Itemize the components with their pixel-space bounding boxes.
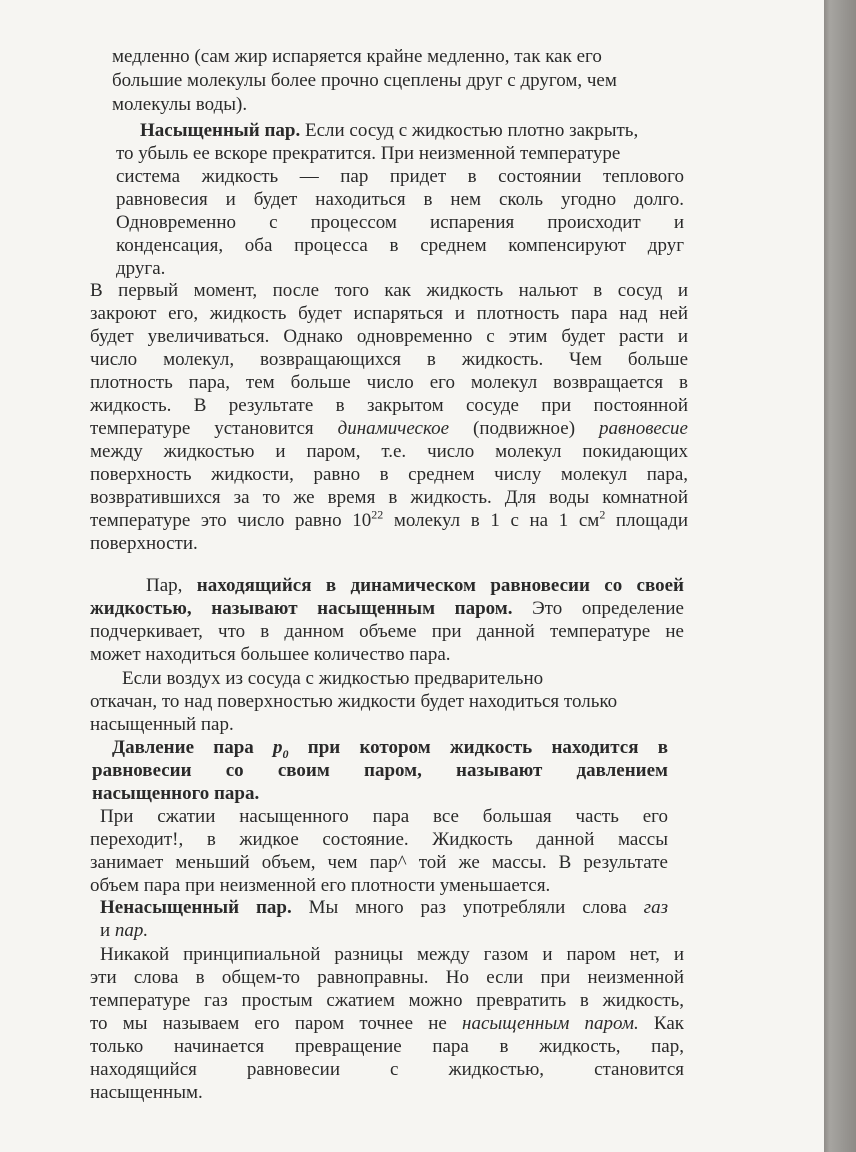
text-line: находящийся равновесии с жидкостью, становится (90, 1059, 684, 1080)
text-line: насыщенный пар. (90, 714, 234, 735)
text-line: поверхности. (90, 533, 198, 554)
text-line: занимает меньший объем, чем пар^ той же массы. В результате (90, 852, 668, 873)
text-line: друга. (116, 258, 166, 279)
text-line: жидкостью, называют насыщенным паром. Это определение (90, 598, 684, 619)
text-line: При сжатии насыщенного пара все большая часть его (100, 806, 668, 827)
text-line: число молекул, возвращающихся в жидкость. Чем больше (90, 349, 688, 370)
section-heading: Насыщенный пар. (140, 120, 301, 141)
text-line: эти слова в общем-то равноправны. Но если при неизменной (90, 967, 684, 988)
text-line: температуре газ простым сжатием можно превратить в жидкость, (90, 990, 684, 1011)
text-line: молекулы воды). (112, 94, 248, 115)
text-line: плотность пара, тем больше число его молекул возвращается в (90, 372, 688, 393)
text-line: Пар, находящийся в динамическом равновесии со своей (146, 575, 684, 596)
text-line: может находиться большее количество пара. (90, 644, 451, 665)
text-line: температуре это число равно $10^{22}$ молекул в 1 с на 1 $см^2$ площади (90, 507, 688, 531)
text-line: то мы называем его паром точнее не насыщенным паром. Как (90, 1013, 684, 1034)
text-line: то убыль ее вскоре прекратится. При неизменной температуре (116, 143, 621, 164)
text-line: равновесия и будет находиться в нем сколь угодно долго. (116, 189, 684, 210)
scanner-edge (824, 0, 856, 1152)
text-line: Давление пара $p_0$ при котором жидкость находится в (112, 737, 668, 761)
text-line: будет увеличиваться. Однако одновременно с этим будет расти и (90, 326, 688, 347)
text-line: откачан, то над поверхностью жидкости будет находиться только (90, 691, 618, 712)
text-line: Никакой принципиальной разницы между газом и паром нет, и (100, 944, 684, 965)
text-line: объем пара при неизменной его плотности уменьшается. (90, 875, 551, 896)
text-line: между жидкостью и паром, т.е. число молекул покидающих (90, 441, 688, 462)
text-line: система жидкость — пар придет в состоянии теплового (116, 166, 684, 187)
text-line: жидкость. В результате в закрытом сосуде при постоянной (90, 395, 688, 416)
text-line: поверхность жидкости, равно в среднем числу молекул пара, (90, 464, 688, 485)
text-line: Насыщенный пар. Если сосуд с жидкостью плотно закрыть, (140, 120, 639, 141)
text-line: В первый момент, после того как жидкость нальют в сосуд и (90, 280, 688, 301)
text-line: равновесии со своим паром, называют давлением (92, 760, 668, 781)
text-line: большие молекулы более прочно сцеплены друг с другом, чем (112, 70, 617, 91)
text-line: переходит!, в жидкое состояние. Жидкость данной массы (90, 829, 668, 850)
text-line: конденсация, оба процесса в среднем компенсируют друг (116, 235, 684, 256)
text-line: закроют его, жидкость будет испаряться и плотность пара над ней (90, 303, 688, 324)
text-line: возвратившихся за то же время в жидкость. Для воды комнатной (90, 487, 688, 508)
text-line: и пар. (100, 920, 149, 941)
text-line: температуре установится динамическое (подвижное) равновесие (90, 418, 688, 439)
text-line: только начинается превращение пара в жидкость, пар, (90, 1036, 684, 1057)
section-heading: Ненасыщенный пар. (100, 897, 292, 918)
text-line: Если воздух из сосуда с жидкостью предварительно (122, 668, 544, 689)
text-line: насыщенного пара. (92, 783, 260, 804)
text-line: насыщенным. (90, 1082, 203, 1103)
text-line: медленно (сам жир испаряется крайне медленно, так как его (112, 46, 602, 67)
text-line: Ненасыщенный пар. Мы много раз употребляли слова газ (100, 897, 668, 918)
text-line: Одновременно с процессом испарения происходит и (116, 212, 684, 233)
text-line: подчеркивает, что в данном объеме при данной температуре не (90, 621, 684, 642)
